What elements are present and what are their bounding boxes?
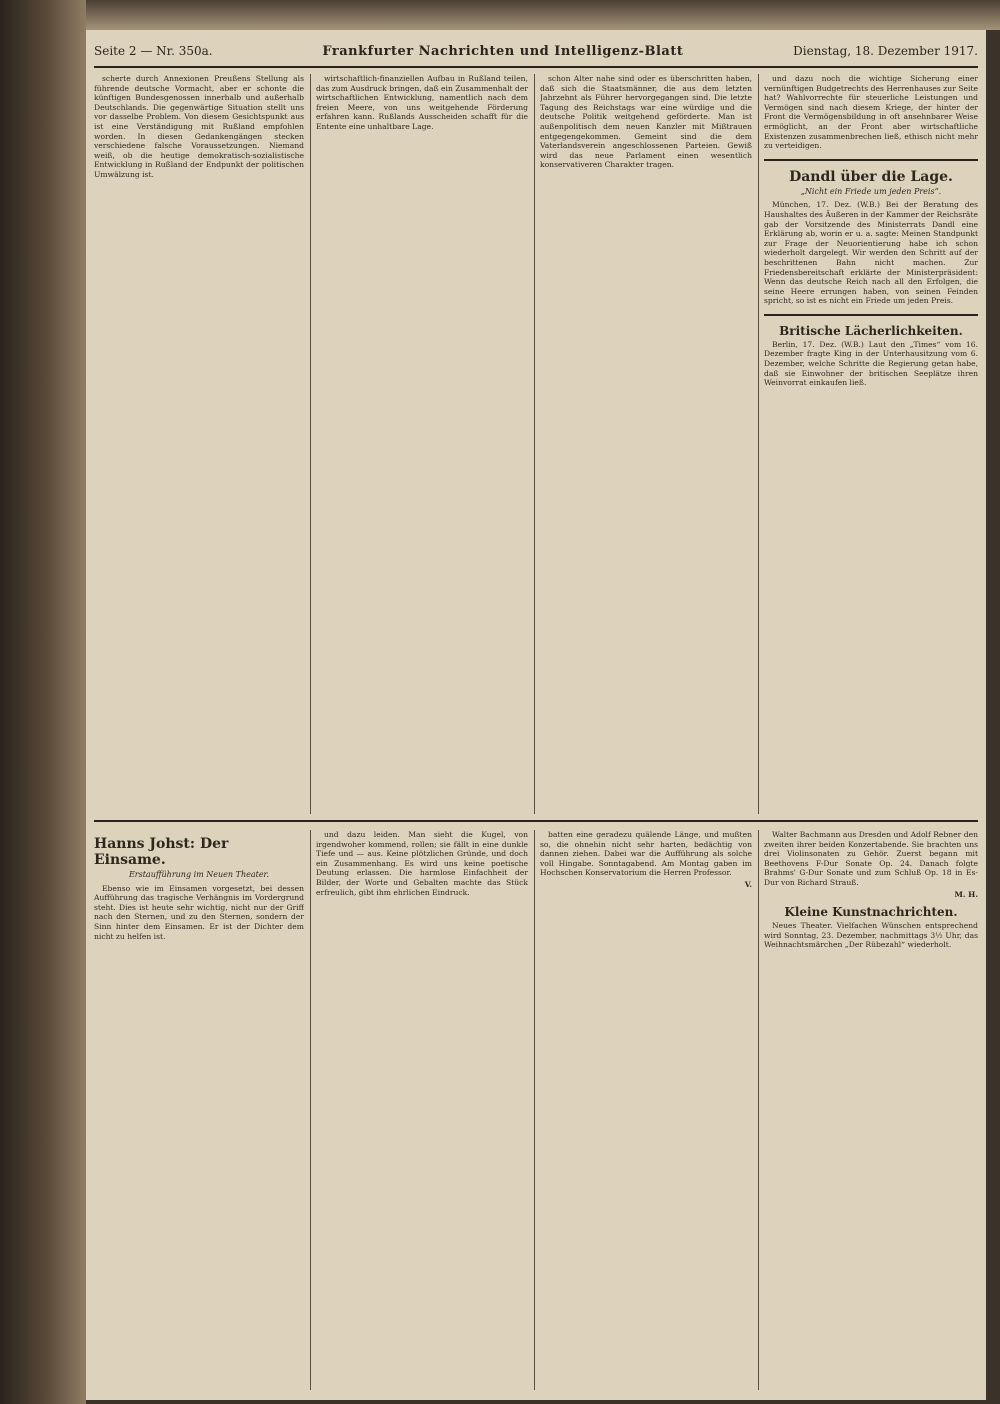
- binding-spine: [0, 0, 86, 1404]
- article-text: scherte durch Annexionen Preußens Stellung als führende deutsche Vormacht, aber er schonte die künftigen Bundesgenossen innerhalb und außerhalb Deutschlands. Die gegenwärtige Situation stellt uns vor dasselbe Problem. Von diesem Gesichtspunkt aus ist eine Verständigung mit Rußland empfohlen worden. In diesen Gedankengängen stecken verschiedene falsche Voraussetzungen. Niemand weiß, ob die heutige demokratisch-sozialistische Entwicklung in Rußland der Endpunkt der politischen Umwälzung ist.: [94, 74, 304, 179]
- article-text: Ebenso wie im Einsamen vorgesetzt, bei dessen Aufführung das tragische Verhängnis im Vordergrund steht. Dies ist heute sehr wichtig, nicht nur der Griff nach den Sternen, und zu den Sternen, sondern der Sinn hinter dem Einsamen. Er ist der Dichter dem nicht zu helfen ist.: [94, 883, 304, 941]
- headline-british: Britische Lächerlichkeiten.: [779, 323, 963, 338]
- column-4: [764, 74, 978, 814]
- subheadline-dandl: „Nicht ein Friede um jeden Preis“.: [800, 186, 942, 196]
- article-text: wirtschaftlich-finanziellen Aufbau in Rußland teilen, das zum Ausdruck bringen, daß ein Zusammenhalt der wirtschaftlichen Entwicklung, namentlich nach dem freien Meere, von uns weitgehende Förderung erfahren kann. Rußlands Ausscheiden schafft für die Entente eine unhaltbare Lage.: [316, 74, 528, 131]
- author-signature: V.: [744, 879, 752, 889]
- column-3: [540, 74, 752, 814]
- article-text: batten eine geradezu quälende Länge, und mußten so, die ohnehin nicht sehr harten, bedächtig von dannen ziehen. Dabei war die Aufführung als solche voll Hingabe. Sonntagabend. Am Montag gaben im Hochschen Konservatorium die Herren Professor.: [540, 830, 752, 878]
- column-divider: [534, 74, 535, 814]
- feuilleton-column-4: [764, 830, 978, 1390]
- page-top-edge: [86, 0, 1000, 30]
- issue-date: Dienstag, 18. Dezember 1917.: [793, 44, 978, 58]
- article-text: schon Alter nahe sind oder es überschritten haben, daß sich die Staatsmänner, die aus dem letzten Jahrzehnt als Führer hervorgegangen sind. Die letzte Tagung des Reichstags war eine würdige und die deutsche Politik weitgehend geförderte. Man ist außenpolitisch dem neuen Kanzler mit Mißtrauen entgegengekommen. Gemeint sind die dem Vaterlandsverein angeschlossenen Parteien. Gewiß wird das neue Parlament einen wesentlich konservativeren Charakter tragen.: [540, 74, 752, 170]
- article-text: und dazu noch die wichtige Sicherung einer vernünftigen Budgetrechts des Herrenhauses zur Seite hat? Wahlvorrechte für steuerliche Leistungen und Vermögen sind nach diesem Kriege, der hinter der Front die Vermögensbildung in oft ansehnbarer Weise ermöglicht, an der Front aber wirtschaftliche Existenzen zusammenbrechen ließ, ethisch nicht mehr zu verteidigen.: [764, 74, 978, 151]
- column-divider: [758, 830, 759, 1390]
- column-divider: [310, 74, 311, 814]
- feuilleton-column-3: [540, 830, 752, 1390]
- column-divider: [758, 74, 759, 814]
- article-text: München, 17. Dez. (W.B.) Bei der Beratung des Haushaltes des Äußeren in der Kammer der Reichsräte gab der Vorsitzende des Ministerrats Dandl eine Erklärung ab, worin er u. a. sagte: Meinen Standpunkt zur Frage der Neuorientierung habe ich schon wiederholt dargelegt. Wir werden den Schritt auf der beschrittenen Bahn nicht machen. Zur Friedensbereitschaft erklärte der Ministerpräsident: Wenn das deutsche Reich nach all den Erfolgen, die seine Heere errungen haben, von seinen Feinden spricht, so ist es nicht ein Friede um jeden Preis.: [764, 200, 978, 306]
- column-2: [316, 74, 528, 814]
- article-text: Walter Bachmann aus Dresden und Adolf Rebner den zweiten ihrer beiden Konzertabende. Sie brachten uns drei Violinsonaten zu Gehör. Zuerst begann mit Beethovens F-Dur Sonate Op. 24. Danach folgte Brahms' G-Dur Sonate und zum Schluß Op. 18 in Es-Dur von Richard Strauß.: [764, 830, 978, 887]
- headline-kunst: Kleine Kunstnachrichten.: [784, 905, 958, 920]
- page-number: Seite 2 — Nr. 350a.: [94, 44, 213, 58]
- article-text: Berlin, 17. Dez. (W.B.) Laut den „Times“ vom 16. Dezember fragte King in der Unterhausitzung vom 6. Dezember, welche Schritte die Regierung getan habe, daß sie Einwohner der britischen Seeplätze ihren Weinvorrat einkaufen ließ.: [764, 339, 978, 388]
- newspaper-page: [86, 30, 986, 1400]
- section-rule: [764, 159, 978, 161]
- masthead: Frankfurter Nachrichten und Intelligenz-Blatt: [322, 44, 684, 59]
- subheadline-feuilleton: Erstaufführung im Neuen Theater.: [128, 870, 270, 879]
- headline-dandl: Dandl über die Lage.: [789, 168, 953, 185]
- section-rule: [764, 314, 978, 316]
- page-header: [94, 44, 978, 68]
- feuilleton-column-2: [316, 830, 528, 1390]
- column-divider: [534, 830, 535, 1390]
- feuilleton-column-1: [94, 830, 304, 1390]
- column-1: [94, 74, 304, 814]
- headline-feuilleton: Hanns Johst: Der Einsame.: [94, 836, 229, 868]
- music-signature: M. H.: [954, 889, 978, 899]
- article-text: Neues Theater. Vielfachen Wünschen entsprechend wird Sonntag, 23. Dezember, nachmittags 3½ Uhr, das Weihnachtsmärchen „Der Rübezahl“ wiederholt.: [764, 921, 978, 950]
- column-divider: [310, 830, 311, 1390]
- feuilleton-divider: [94, 820, 978, 822]
- article-text: und dazu leiden. Man sieht die Kugel, von irgendwoher kommend, rollen; sie fällt in eine dunkle Tiefe und — aus. Keine plötzlichen Gründe, und doch ein Zusammenhang. Es wird uns keine poetische Deutung erlassen. Die harmlose Einfachheit der Bilder, der Worte und Gebalten machte das Stück erfreulich, gibt ihm ehrlichen Eindruck.: [316, 830, 528, 897]
